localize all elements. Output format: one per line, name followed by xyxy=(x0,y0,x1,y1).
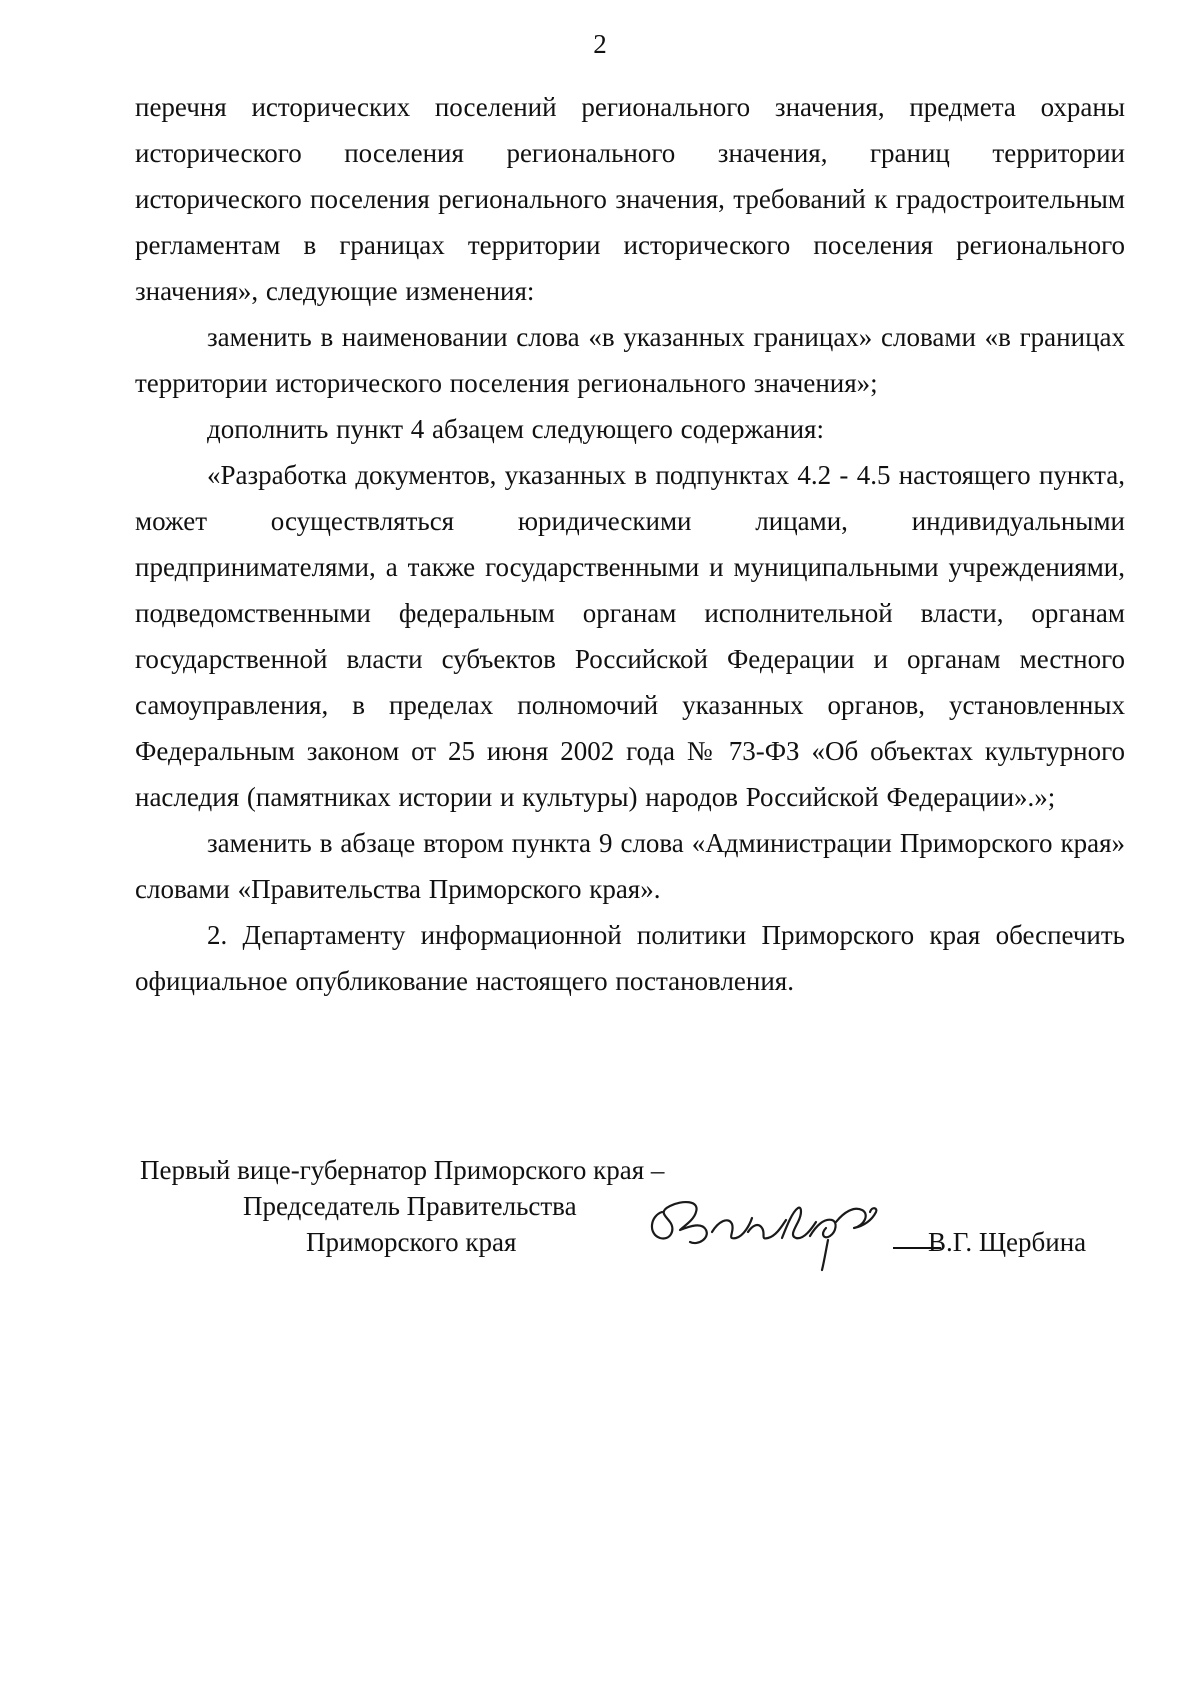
signatory-title-line-2: Председатель Правительства xyxy=(243,1191,577,1221)
paragraph-replace-item9: заменить в абзаце втором пункта 9 слова «Администрации Приморского края» словами «Правительства Приморского края». xyxy=(135,828,1125,904)
paragraph-item-2: 2. Департаменту информационной политики Приморского края обеспечить официальное опубликование настоящего постановления. xyxy=(135,920,1125,996)
paragraph-add-clause: дополнить пункт 4 абзацем следующего содержания: xyxy=(207,414,824,444)
paragraph-continuation: перечня исторических поселений регионального значения, предмета охраны исторического поселения регионального значения, границ территории исторического поселения регионального значения, требований к градостроительным регламентам в границах территории исторического поселения регионального значения», следующие изменения: xyxy=(135,92,1125,306)
signatory-title-line-3: Приморского края xyxy=(306,1227,517,1257)
page-number: 2 xyxy=(593,29,607,59)
document-body xyxy=(135,84,1125,1004)
signatory-name: В.Г. Щербина xyxy=(928,1227,1087,1257)
handwritten-signature xyxy=(640,1182,900,1274)
signatory-title-line-1: Первый вице-губернатор Приморского края – xyxy=(140,1155,665,1185)
paragraph-replace-title: заменить в наименовании слова «в указанных границах» словами «в границах территории исторического поселения регионального значения»; xyxy=(135,322,1125,398)
paragraph-quoted-text: «Разработка документов, указанных в подпунктах 4.2 - 4.5 настоящего пункта, может осуществляться юридическими лицами, индивидуальными предпринимателями, а также государственными и муниципальными учреждениями, подведомственными федеральным органам исполнительной власти, органам государственной власти субъектов Российской Федерации и органам местного самоуправления, в пределах полномочий указанных органов, установленных Федеральным законом от 25 июня 2002 года № 73-ФЗ «Об объектах культурного наследия (памятниках истории и культуры) народов Российской Федерации».»; xyxy=(135,460,1125,812)
